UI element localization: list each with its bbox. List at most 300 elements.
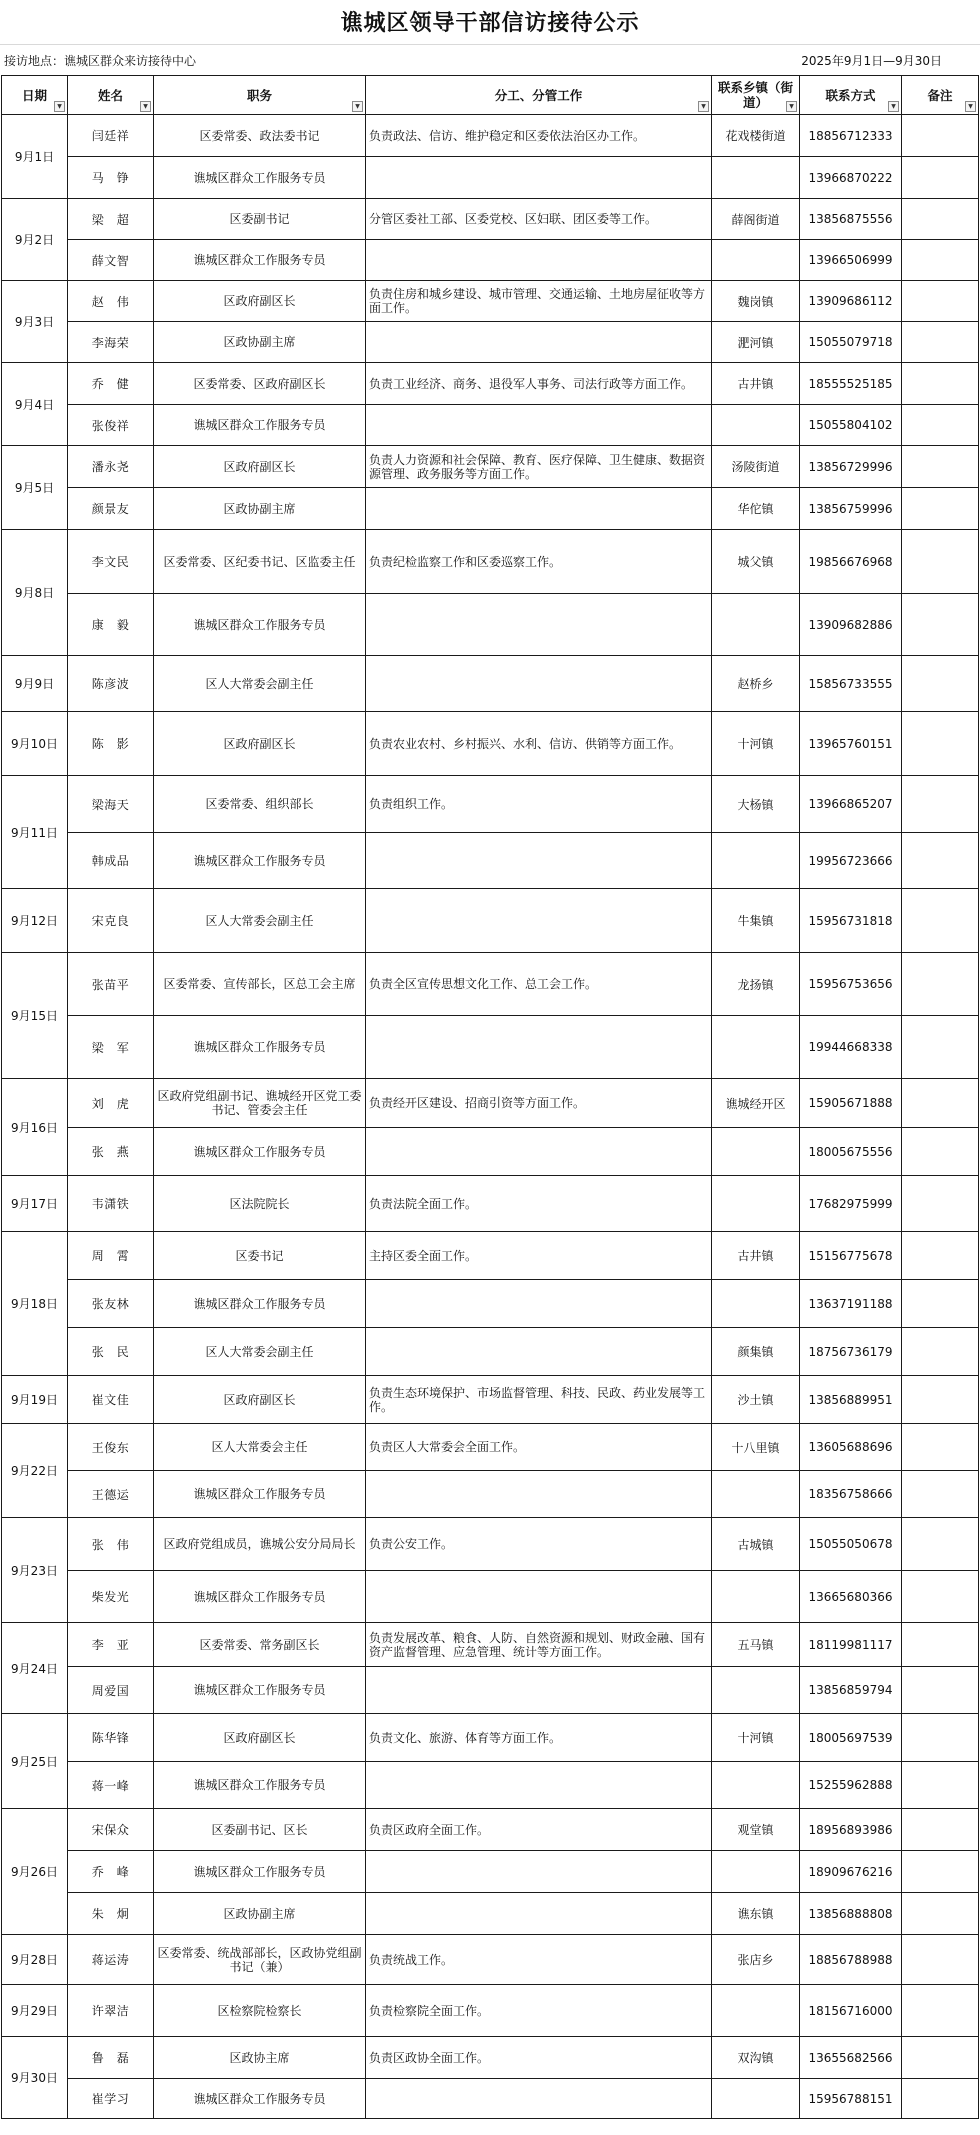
note-cell (902, 833, 979, 889)
date-cell: 9月12日 (2, 889, 68, 953)
table-row (2, 1985, 979, 2037)
position-cell: 谯城区群众工作服务专员 (154, 594, 366, 656)
filter-dropdown-icon[interactable]: ▼ (698, 101, 709, 112)
name-cell: 张苗平 (68, 953, 154, 1016)
town-cell: 古井镇 (712, 363, 800, 405)
name-cell: 梁 超 (68, 199, 154, 240)
table-row (2, 1851, 979, 1893)
phone-cell: 18956893986 (800, 1809, 902, 1851)
phone-cell: 15956788151 (800, 2079, 902, 2119)
duty-cell: 分管区委社工部、区委党校、区妇联、团区委等工作。 (366, 199, 712, 240)
town-cell: 大杨镇 (712, 776, 800, 833)
town-cell: 五马镇 (712, 1623, 800, 1667)
note-cell (902, 594, 979, 656)
date-cell: 9月25日 (2, 1714, 68, 1809)
date-cell: 9月10日 (2, 712, 68, 776)
date-cell: 9月26日 (2, 1809, 68, 1935)
duty-cell (366, 1667, 712, 1714)
header-note-label: 备注 (927, 87, 953, 103)
duty-cell: 负责生态环境保护、市场监督管理、科技、民政、药业发展等工作。 (366, 1376, 712, 1424)
town-cell: 龙扬镇 (712, 953, 800, 1016)
header-phone-label: 联系方式 (825, 87, 876, 103)
note-cell (902, 157, 979, 199)
table-row (2, 488, 979, 530)
phone-cell: 13856888808 (800, 1893, 902, 1935)
header-duty-label: 分工、分管工作 (494, 87, 583, 103)
duty-cell: 负责发展改革、粮食、人防、自然资源和规划、财政金融、国有资产监督管理、应急管理、统计等方面工作。 (366, 1623, 712, 1667)
town-cell (712, 1280, 800, 1328)
note-cell (902, 363, 979, 405)
phone-cell: 15055079718 (800, 322, 902, 363)
phone-cell: 15956753656 (800, 953, 902, 1016)
filter-dropdown-icon[interactable]: ▼ (786, 101, 797, 112)
name-cell: 韩成品 (68, 833, 154, 889)
phone-cell: 18909676216 (800, 1851, 902, 1893)
name-cell: 柴发光 (68, 1571, 154, 1623)
duty-cell (366, 240, 712, 281)
town-cell (712, 594, 800, 656)
table-body (2, 115, 979, 2119)
header-phone (800, 76, 902, 115)
date-cell: 9月28日 (2, 1935, 68, 1985)
table-row (2, 240, 979, 281)
town-cell (712, 1471, 800, 1518)
position-cell: 区政协主席 (154, 2037, 366, 2079)
note-cell (902, 889, 979, 953)
note-cell (902, 1893, 979, 1935)
note-cell (902, 1016, 979, 1079)
phone-cell: 13966506999 (800, 240, 902, 281)
position-cell: 区政府副区长 (154, 1714, 366, 1762)
note-cell (902, 1985, 979, 2037)
date-cell: 9月1日 (2, 115, 68, 199)
position-cell: 区委副书记 (154, 199, 366, 240)
reception-location: 接访地点：谯城区群众来访接待中心 (4, 53, 197, 68)
town-cell: 古城镇 (712, 1518, 800, 1571)
note-cell (902, 1471, 979, 1518)
name-cell: 张友林 (68, 1280, 154, 1328)
table-row (2, 656, 979, 712)
phone-cell: 13909686112 (800, 281, 902, 322)
header-town-label: 联系乡镇（街道） (717, 80, 793, 110)
table-row (2, 1128, 979, 1176)
town-cell (712, 1667, 800, 1714)
filter-dropdown-icon[interactable]: ▼ (965, 101, 976, 112)
date-cell: 9月9日 (2, 656, 68, 712)
phone-cell: 18005697539 (800, 1714, 902, 1762)
town-cell (712, 1571, 800, 1623)
table-row (2, 953, 979, 1016)
table-row (2, 889, 979, 953)
position-cell: 区委常委、宣传部长，区总工会主席 (154, 953, 366, 1016)
date-cell: 9月29日 (2, 1985, 68, 2037)
table-row (2, 1424, 979, 1471)
table-row (2, 1893, 979, 1935)
note-cell (902, 656, 979, 712)
town-cell: 观堂镇 (712, 1809, 800, 1851)
note-cell (902, 281, 979, 322)
note-cell (902, 115, 979, 157)
note-cell (902, 2079, 979, 2119)
table-row (2, 405, 979, 446)
table-row (2, 1623, 979, 1667)
table-row (2, 1809, 979, 1851)
phone-cell: 13665680366 (800, 1571, 902, 1623)
duty-cell: 负责工业经济、商务、退役军人事务、司法行政等方面工作。 (366, 363, 712, 405)
position-cell: 谯城区群众工作服务专员 (154, 1471, 366, 1518)
town-cell: 十八里镇 (712, 1424, 800, 1471)
table-row (2, 1232, 979, 1280)
duty-cell (366, 488, 712, 530)
position-cell: 谯城区群众工作服务专员 (154, 1762, 366, 1809)
name-cell: 宋保众 (68, 1809, 154, 1851)
date-range: 2025年9月1日—9月30日 (801, 53, 942, 68)
position-cell: 谯城区群众工作服务专员 (154, 1280, 366, 1328)
name-cell: 张 民 (68, 1328, 154, 1376)
town-cell: 张店乡 (712, 1935, 800, 1985)
name-cell: 乔 健 (68, 363, 154, 405)
town-cell: 华佗镇 (712, 488, 800, 530)
position-cell: 区委常委、区纪委书记、区监委主任 (154, 530, 366, 594)
name-cell: 周爱国 (68, 1667, 154, 1714)
name-cell: 张俊祥 (68, 405, 154, 446)
position-cell: 谯城区群众工作服务专员 (154, 405, 366, 446)
table-row (2, 2037, 979, 2079)
name-cell: 陈华锋 (68, 1714, 154, 1762)
phone-cell: 13966870222 (800, 157, 902, 199)
date-cell: 9月30日 (2, 2037, 68, 2119)
position-cell: 谯城区群众工作服务专员 (154, 1571, 366, 1623)
note-cell (902, 1079, 979, 1128)
duty-cell: 负责公安工作。 (366, 1518, 712, 1571)
town-cell: 城父镇 (712, 530, 800, 594)
name-cell: 李 亚 (68, 1623, 154, 1667)
table-row (2, 776, 979, 833)
duty-cell: 负责纪检监察工作和区委巡察工作。 (366, 530, 712, 594)
position-cell: 区委副书记、区长 (154, 1809, 366, 1851)
page-title: 谯城区领导干部信访接待公示 (340, 10, 640, 36)
name-cell: 闫廷祥 (68, 115, 154, 157)
note-cell (902, 953, 979, 1016)
duty-cell (366, 1128, 712, 1176)
name-cell: 张 燕 (68, 1128, 154, 1176)
phone-cell: 15055804102 (800, 405, 902, 446)
reception-table (1, 75, 979, 2119)
name-cell: 李文民 (68, 530, 154, 594)
date-cell: 9月2日 (2, 199, 68, 281)
table-row (2, 322, 979, 363)
town-cell: 魏岗镇 (712, 281, 800, 322)
name-cell: 刘 虎 (68, 1079, 154, 1128)
town-cell: 古井镇 (712, 1232, 800, 1280)
name-cell: 乔 峰 (68, 1851, 154, 1893)
duty-cell: 负责经开区建设、招商引资等方面工作。 (366, 1079, 712, 1128)
phone-cell: 15255962888 (800, 1762, 902, 1809)
duty-cell: 负责区政协全面工作。 (366, 2037, 712, 2079)
position-cell: 区人大常委会副主任 (154, 656, 366, 712)
table-row (2, 1518, 979, 1571)
name-cell: 崔文佳 (68, 1376, 154, 1424)
note-cell (902, 1176, 979, 1232)
town-cell: 颜集镇 (712, 1328, 800, 1376)
duty-cell (366, 322, 712, 363)
phone-cell: 15956731818 (800, 889, 902, 953)
duty-cell (366, 1280, 712, 1328)
duty-cell (366, 1328, 712, 1376)
town-cell (712, 157, 800, 199)
position-cell: 区法院院长 (154, 1176, 366, 1232)
name-cell: 张 伟 (68, 1518, 154, 1571)
phone-cell: 18005675556 (800, 1128, 902, 1176)
position-cell: 区政府党组副书记、谯城经开区党工委书记、管委会主任 (154, 1079, 366, 1128)
note-cell (902, 2037, 979, 2079)
town-cell: 沙土镇 (712, 1376, 800, 1424)
phone-cell: 18856788988 (800, 1935, 902, 1985)
table-row (2, 1016, 979, 1079)
note-cell (902, 199, 979, 240)
phone-cell: 18756736179 (800, 1328, 902, 1376)
position-cell: 区政协副主席 (154, 1893, 366, 1935)
header-position-label: 职务 (246, 87, 272, 103)
name-cell: 蒋运涛 (68, 1935, 154, 1985)
duty-cell (366, 1893, 712, 1935)
duty-cell: 负责检察院全面工作。 (366, 1985, 712, 2037)
header-duty (366, 76, 712, 115)
town-cell: 薛阁街道 (712, 199, 800, 240)
note-cell (902, 446, 979, 488)
table-row (2, 530, 979, 594)
duty-cell (366, 405, 712, 446)
town-cell: 十河镇 (712, 1714, 800, 1762)
phone-cell: 13856759996 (800, 488, 902, 530)
position-cell: 谯城区群众工作服务专员 (154, 2079, 366, 2119)
date-cell: 9月19日 (2, 1376, 68, 1424)
phone-cell: 18856712333 (800, 115, 902, 157)
phone-cell: 13655682566 (800, 2037, 902, 2079)
town-cell: 赵桥乡 (712, 656, 800, 712)
date-cell: 9月17日 (2, 1176, 68, 1232)
name-cell: 薛文智 (68, 240, 154, 281)
name-cell: 陈 影 (68, 712, 154, 776)
date-cell: 9月8日 (2, 530, 68, 656)
phone-cell: 13909682886 (800, 594, 902, 656)
note-cell (902, 405, 979, 446)
table-row (2, 1376, 979, 1424)
position-cell: 区委书记 (154, 1232, 366, 1280)
duty-cell: 负责法院全面工作。 (366, 1176, 712, 1232)
phone-cell: 15055050678 (800, 1518, 902, 1571)
duty-cell: 负责政法、信访、维护稳定和区委依法治区办工作。 (366, 115, 712, 157)
name-cell: 潘永尧 (68, 446, 154, 488)
name-cell: 梁海天 (68, 776, 154, 833)
phone-cell: 13856729996 (800, 446, 902, 488)
header-date (2, 76, 68, 115)
table-row (2, 281, 979, 322)
header-row (2, 76, 979, 115)
name-cell: 王俊东 (68, 1424, 154, 1471)
phone-cell: 17682975999 (800, 1176, 902, 1232)
position-cell: 谯城区群众工作服务专员 (154, 1016, 366, 1079)
table-row (2, 446, 979, 488)
table-row (2, 1714, 979, 1762)
duty-cell (366, 1851, 712, 1893)
phone-cell: 13856859794 (800, 1667, 902, 1714)
town-cell: 谯城经开区 (712, 1079, 800, 1128)
phone-cell: 13966865207 (800, 776, 902, 833)
phone-cell: 15156775678 (800, 1232, 902, 1280)
phone-cell: 13965760151 (800, 712, 902, 776)
table-row (2, 199, 979, 240)
town-cell: 汤陵街道 (712, 446, 800, 488)
position-cell: 区委常委、区政府副区长 (154, 363, 366, 405)
name-cell: 赵 伟 (68, 281, 154, 322)
name-cell: 宋克良 (68, 889, 154, 953)
header-note (902, 76, 979, 115)
note-cell (902, 1623, 979, 1667)
note-cell (902, 1851, 979, 1893)
duty-cell: 主持区委全面工作。 (366, 1232, 712, 1280)
duty-cell (366, 889, 712, 953)
duty-cell (366, 1471, 712, 1518)
duty-cell (366, 1016, 712, 1079)
phone-cell: 19956723666 (800, 833, 902, 889)
phone-cell: 19856676968 (800, 530, 902, 594)
note-cell (902, 1376, 979, 1424)
position-cell: 谯城区群众工作服务专员 (154, 1851, 366, 1893)
duty-cell (366, 833, 712, 889)
town-cell (712, 2079, 800, 2119)
duty-cell (366, 594, 712, 656)
header-town (712, 76, 800, 115)
header-name-label: 姓名 (97, 87, 123, 103)
note-cell (902, 488, 979, 530)
note-cell (902, 1328, 979, 1376)
duty-cell (366, 157, 712, 199)
duty-cell: 负责人力资源和社会保障、教育、医疗保障、卫生健康、数据资源管理、政务服务等方面工作。 (366, 446, 712, 488)
phone-cell: 13637191188 (800, 1280, 902, 1328)
note-cell (902, 1571, 979, 1623)
phone-cell: 13605688696 (800, 1424, 902, 1471)
duty-cell (366, 1571, 712, 1623)
note-cell (902, 1128, 979, 1176)
phone-cell: 13856889951 (800, 1376, 902, 1424)
header-date-label: 日期 (21, 87, 47, 103)
table-row (2, 2079, 979, 2119)
info-bar (0, 44, 980, 75)
note-cell (902, 1809, 979, 1851)
town-cell (712, 1762, 800, 1809)
table-row (2, 1571, 979, 1623)
town-cell (712, 1985, 800, 2037)
duty-cell: 负责统战工作。 (366, 1935, 712, 1985)
date-cell: 9月11日 (2, 776, 68, 889)
table-row (2, 833, 979, 889)
duty-cell: 负责全区宣传思想文化工作、总工会工作。 (366, 953, 712, 1016)
phone-cell: 18555525185 (800, 363, 902, 405)
table-row (2, 1328, 979, 1376)
name-cell: 许翠洁 (68, 1985, 154, 2037)
date-cell: 9月24日 (2, 1623, 68, 1714)
position-cell: 区政协副主席 (154, 322, 366, 363)
filter-dropdown-icon[interactable]: ▼ (888, 101, 899, 112)
position-cell: 区政府副区长 (154, 446, 366, 488)
date-cell: 9月4日 (2, 363, 68, 446)
filter-dropdown-icon[interactable]: ▼ (140, 101, 151, 112)
phone-cell: 15905671888 (800, 1079, 902, 1128)
table-row (2, 363, 979, 405)
name-cell: 崔学习 (68, 2079, 154, 2119)
position-cell: 区委常委、统战部部长，区政协党组副书记（兼） (154, 1935, 366, 1985)
name-cell: 蒋一峰 (68, 1762, 154, 1809)
town-cell: 牛集镇 (712, 889, 800, 953)
position-cell: 区政协副主席 (154, 488, 366, 530)
position-cell: 区人大常委会副主任 (154, 1328, 366, 1376)
note-cell (902, 530, 979, 594)
note-cell (902, 1935, 979, 1985)
note-cell (902, 1518, 979, 1571)
name-cell: 马 铮 (68, 157, 154, 199)
header-position (154, 76, 366, 115)
position-cell: 区人大常委会主任 (154, 1424, 366, 1471)
town-cell: 谯东镇 (712, 1893, 800, 1935)
phone-cell: 13856875556 (800, 199, 902, 240)
table-row (2, 1762, 979, 1809)
name-cell: 鲁 磊 (68, 2037, 154, 2079)
name-cell: 李海荣 (68, 322, 154, 363)
position-cell: 谯城区群众工作服务专员 (154, 240, 366, 281)
town-cell: 双沟镇 (712, 2037, 800, 2079)
position-cell: 谯城区群众工作服务专员 (154, 1128, 366, 1176)
note-cell (902, 1714, 979, 1762)
note-cell (902, 712, 979, 776)
name-cell: 王德运 (68, 1471, 154, 1518)
name-cell: 朱 炯 (68, 1893, 154, 1935)
phone-cell: 15856733555 (800, 656, 902, 712)
duty-cell: 负责组织工作。 (366, 776, 712, 833)
name-cell: 周 霄 (68, 1232, 154, 1280)
duty-cell: 负责住房和城乡建设、城市管理、交通运输、土地房屋征收等方面工作。 (366, 281, 712, 322)
note-cell (902, 1667, 979, 1714)
note-cell (902, 776, 979, 833)
date-cell: 9月16日 (2, 1079, 68, 1176)
table-row (2, 712, 979, 776)
position-cell: 区委常委、常务副区长 (154, 1623, 366, 1667)
name-cell: 梁 军 (68, 1016, 154, 1079)
town-cell: 花戏楼街道 (712, 115, 800, 157)
filter-dropdown-icon[interactable]: ▼ (54, 101, 65, 112)
town-cell (712, 1016, 800, 1079)
note-cell (902, 1280, 979, 1328)
table-row (2, 1935, 979, 1985)
table-row (2, 157, 979, 199)
position-cell: 谯城区群众工作服务专员 (154, 157, 366, 199)
note-cell (902, 240, 979, 281)
table-row (2, 1280, 979, 1328)
town-cell: 淝河镇 (712, 322, 800, 363)
town-cell (712, 1176, 800, 1232)
filter-dropdown-icon[interactable]: ▼ (352, 101, 363, 112)
header-name (68, 76, 154, 115)
date-cell: 9月15日 (2, 953, 68, 1079)
position-cell: 区政府党组成员，谯城公安分局局长 (154, 1518, 366, 1571)
phone-cell: 18119981117 (800, 1623, 902, 1667)
name-cell: 颜景友 (68, 488, 154, 530)
table-row (2, 1079, 979, 1128)
position-cell: 区委常委、政法委书记 (154, 115, 366, 157)
position-cell: 区检察院检察长 (154, 1985, 366, 2037)
date-cell: 9月23日 (2, 1518, 68, 1623)
note-cell (902, 1424, 979, 1471)
